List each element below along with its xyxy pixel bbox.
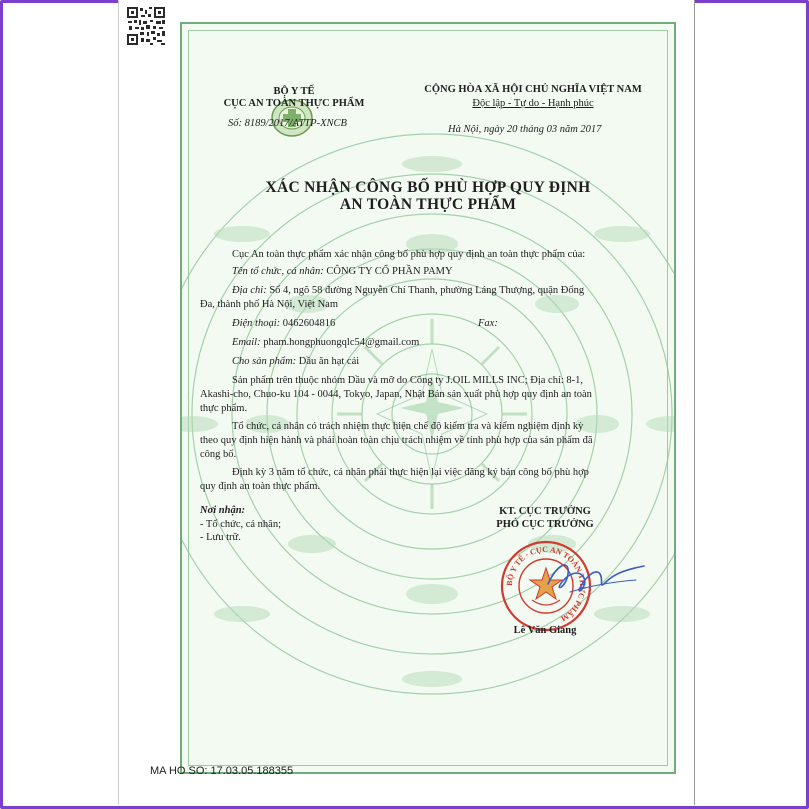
address-value: Số 4, ngõ 58 đường Nguyễn Chí Thanh, phường Láng Thượng, quận Đống — [266, 285, 585, 296]
ministry-name: BỘ Y TẾ — [273, 86, 315, 97]
intro-text: Cục An toàn thực phẩm xác nhận công bố phù hợp quy định an toàn thực phẩm của: — [232, 249, 586, 260]
product-line — [232, 356, 359, 367]
address-label: Địa chỉ: — [232, 285, 267, 296]
paragraph-2-line2: theo quy định hiện hành và phải hoàn toàn chịu trách nhiệm về tính phù hợp của sản phẩm đã — [200, 435, 593, 446]
fax-label: Fax: — [478, 318, 498, 329]
email-line — [232, 337, 419, 348]
seal-text: BỘ Y TẾ · CỤC AN TOÀN THỰC PHẨM — [504, 544, 588, 624]
address-value-cont: Đa, thành phố Hà Nội, Việt Nam — [200, 299, 338, 310]
page-title: XÁC NHẬN CÔNG BỐ PHÙ HỢP QUY ĐỊNH — [265, 179, 591, 196]
document-number: Số: 8189/2017/ATTP-XNCB — [228, 118, 347, 129]
email-value: pham.hongphuongqlc54@gmail.com — [260, 337, 420, 348]
product-label: Cho sản phẩm: — [232, 356, 297, 367]
phone-value: 0462604816 — [280, 318, 336, 329]
national-motto: Độc lập - Tự do - Hạnh phúc — [472, 98, 594, 109]
paragraph-3-line1: Định kỳ 3 năm tổ chức, cá nhân phải thực hiện lại việc đăng ký bản công bố phù hợp — [232, 467, 589, 478]
recipients-title: Nơi nhận: — [200, 505, 246, 516]
paragraph-1-line2: Akashi-cho, Chuo-ku 104 - 0044, Tokyo, Japan, Nhật Bản sản xuất phù hợp quy định an toàn — [200, 389, 592, 400]
signer-subtitle: PHÓ CỤC TRƯỞNG — [496, 519, 594, 530]
paragraph-2-line3: công bố. — [200, 449, 237, 460]
paragraph-1-line3: thực phẩm. — [200, 403, 248, 414]
address-line — [232, 285, 584, 296]
recipient-item: - Tổ chức, cá nhân; — [200, 519, 282, 530]
email-label: Email: — [232, 337, 261, 348]
phone-line — [232, 318, 335, 329]
department-name: CỤC AN TOÀN THỰC PHẨM — [223, 98, 365, 109]
signer-title: KT. CỤC TRƯỞNG — [499, 506, 591, 517]
record-number: MA HO SO: 17.03.05.188355 — [150, 765, 294, 777]
page-title-line2: AN TOÀN THỰC PHẨM — [339, 196, 517, 213]
recipient-item: - Lưu trữ. — [200, 532, 241, 543]
product-value: Dầu ăn hạt cải — [296, 356, 360, 367]
paragraph-3-line2: quy định an toàn thực phẩm. — [200, 481, 321, 492]
organization-label: Tên tổ chức, cá nhân: — [232, 266, 324, 277]
organization-line — [232, 266, 453, 277]
organization-value: CÔNG TY CỔ PHẦN PAMY — [323, 266, 453, 277]
paragraph-2-line1: Tổ chức, cá nhân có trách nhiệm thực hiện chế độ kiểm tra và kiểm nghiệm định kỳ — [232, 421, 584, 432]
paragraph-1-line1: Sản phẩm trên thuộc nhóm Dầu và mỡ do Công ty J.OIL MILLS INC; Địa chỉ: 8-1, — [232, 375, 584, 386]
qr-code-icon — [126, 6, 166, 46]
phone-label: Điện thoại: — [232, 318, 281, 329]
signature-mark — [540, 552, 650, 602]
country-name: CỘNG HÒA XÃ HỘI CHỦ NGHĨA VIỆT NAM — [424, 84, 642, 95]
signer-name: Lê Văn Giang — [513, 625, 577, 636]
issue-date: Hà Nội, ngày 20 tháng 03 năm 2017 — [448, 124, 602, 135]
